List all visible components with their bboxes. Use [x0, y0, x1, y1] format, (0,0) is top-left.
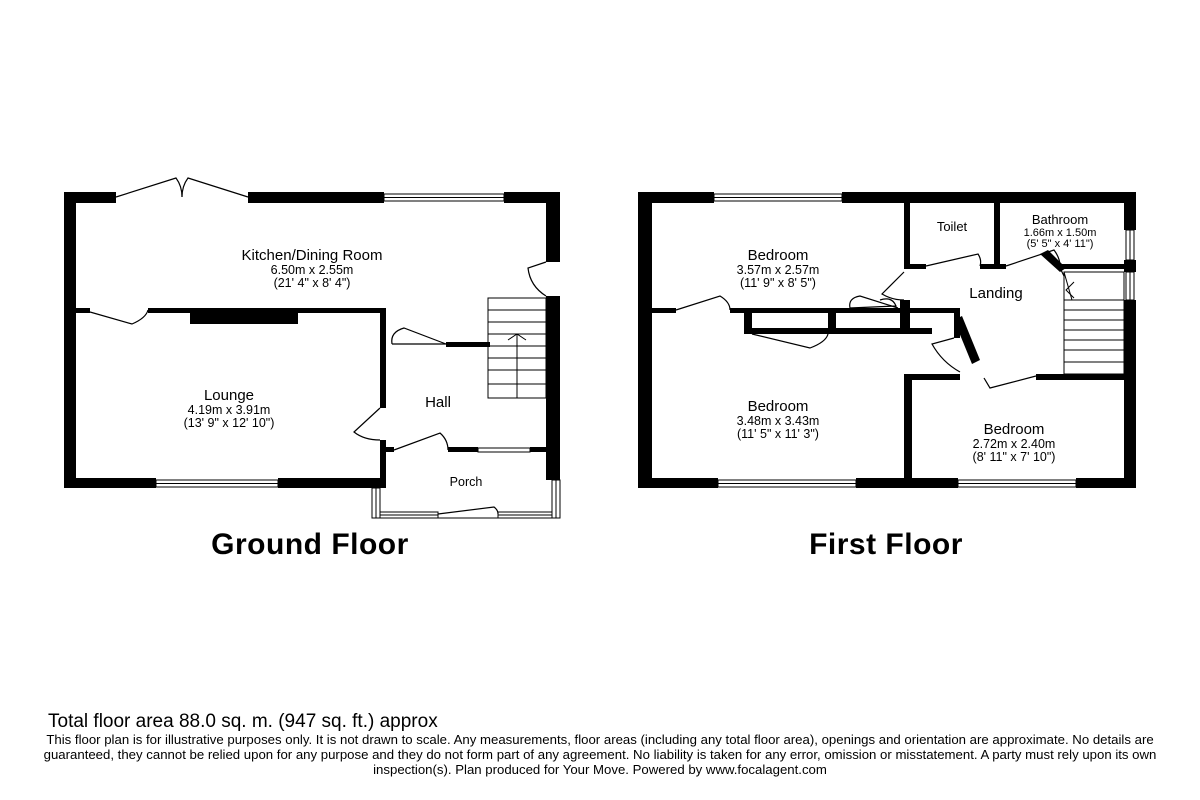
bedroom3-imperial: (8' 11" x 7' 10") [972, 450, 1056, 464]
landing-label: Landing [969, 285, 1023, 302]
total-floor-area: Total floor area 88.0 sq. m. (947 sq. ft.) approx [48, 711, 438, 732]
lounge-label: Lounge [203, 387, 255, 404]
bedroom3-label: Bedroom [983, 421, 1045, 438]
bedroom2-metric: 3.48m x 3.43m [736, 414, 820, 428]
ground-floor-windows [156, 194, 530, 487]
ground-floor-staircase [488, 298, 546, 398]
first-floor-plan [638, 192, 1136, 561]
bathroom-label: Bathroom [1031, 212, 1089, 227]
landing-angled-walls [954, 250, 1066, 364]
lounge-metric: 4.19m x 3.91m [187, 403, 271, 417]
kitchen-label: Kitchen/Dining Room [241, 247, 383, 264]
disclaimer-text: This floor plan is for illustrative purposes only. It is not drawn to scale. Any measurements, floor areas (including any total floor area), openings and orientation are approximate. No details are guaranteed, they cannot be relied upon for any purpose and they do not form part of any agreement. No liability is taken for any error, omission or misstatement. A party must rely upon its own inspection(s). Plan produced for Your Move. Powered by www.focalagent.com [43, 732, 1157, 777]
bedroom3-metric: 2.72m x 2.40m [972, 437, 1056, 451]
bedroom1-imperial: (11' 9" x 8' 5") [740, 276, 816, 290]
bedroom1-metric: 3.57m x 2.57m [736, 263, 820, 277]
ground-floor-title: Ground Floor [211, 528, 409, 561]
first-floor-doors [676, 250, 1064, 388]
first-floor-staircase [1064, 272, 1124, 374]
ground-floor-plan [64, 178, 560, 561]
bedroom2-imperial: (11' 5" x 11' 3") [737, 427, 819, 441]
ground-floor-walls [64, 192, 560, 488]
lounge-imperial: (13' 9" x 12' 10") [183, 416, 275, 430]
kitchen-french-doors [116, 178, 248, 197]
bedroom1-label: Bedroom [747, 247, 809, 264]
kitchen-metric: 6.50m x 2.55m [270, 263, 354, 277]
kitchen-imperial: (21' 4" x 8' 4") [273, 276, 351, 290]
first-floor-title: First Floor [809, 528, 963, 561]
bathroom-imperial: (5' 5" x 4' 11") [1026, 238, 1094, 250]
hall-label: Hall [425, 394, 451, 411]
bathroom-metric: 1.66m x 1.50m [1023, 227, 1097, 239]
porch-label: Porch [449, 475, 483, 489]
toilet-label: Toilet [936, 219, 968, 234]
ground-floor-doors [90, 262, 546, 450]
bedroom2-label: Bedroom [747, 398, 809, 415]
